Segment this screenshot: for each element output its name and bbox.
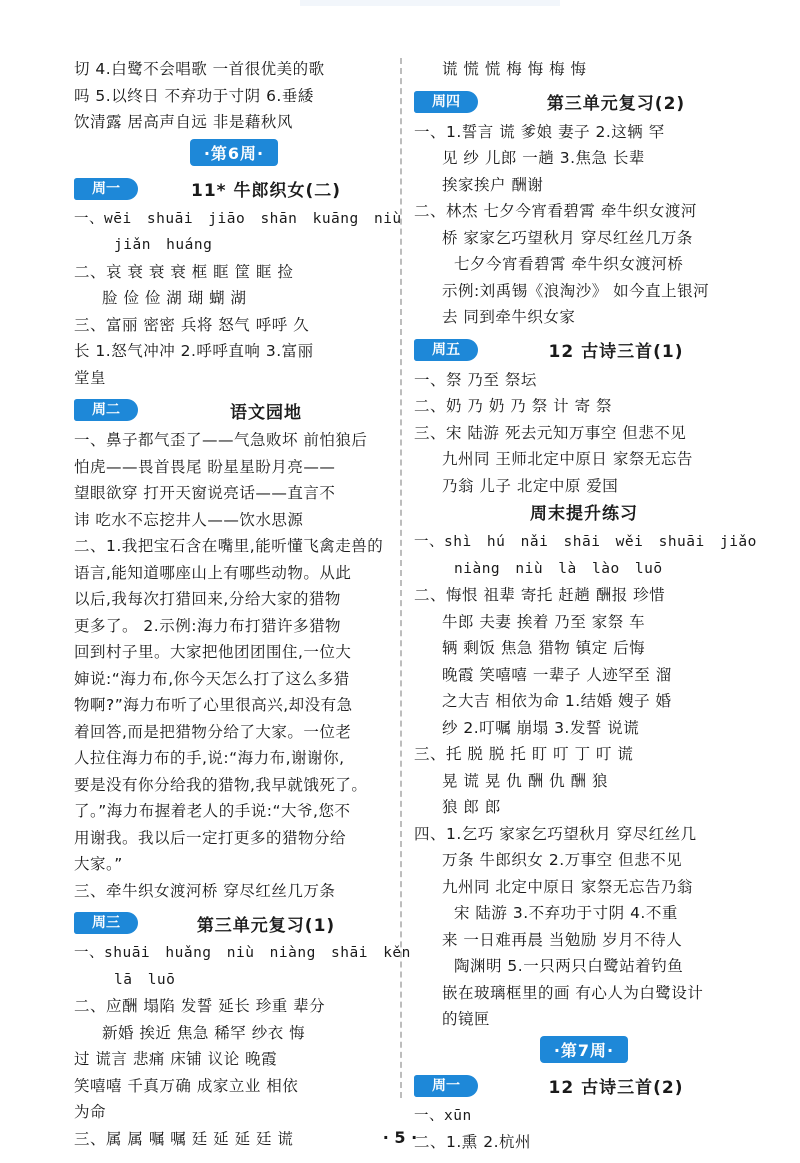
answer-line: 过 谎言 悲痛 床铺 议论 晚霞: [74, 1050, 278, 1068]
answer-line: 乃翁 儿子 北定中原 爱国: [442, 476, 619, 495]
pinyin-line: 一、xūn: [414, 1107, 472, 1124]
answer-line: 九州同 北定中原日 家祭无忘告乃翁: [442, 877, 693, 896]
answer-line: 二、应酬 塌陷 发誓 延长 珍重 辈分: [74, 997, 326, 1015]
section-title: 12 古诗三首(1): [548, 342, 684, 362]
answer-line: 去 同到牵牛织女家: [442, 308, 576, 326]
answer-line: 脸 俭 俭 湖 瑚 蝴 湖: [102, 289, 247, 307]
answer-line: 更多了。 2.示例:海力布打猎许多猎物: [74, 616, 341, 635]
answer-line: 新婚 挨近 焦急 稀罕 纱衣 悔: [102, 1023, 306, 1042]
answer-line: 望眼欲穿 打开天窗说亮话——直言不: [74, 484, 336, 502]
pinyin-line: 一、shuāi huǎng niù niàng shāi kěn: [74, 945, 411, 961]
answer-line: 挨家挨户 酬谢: [442, 175, 544, 194]
section-header-mon7: [414, 1071, 754, 1101]
section-header-thu: [414, 87, 754, 117]
answer-line: 着回答,而是把猎物分给了大家。一位老: [74, 722, 352, 741]
section-header-wed: [74, 908, 394, 938]
answer-line: 九州同 王师北定中原日 家祭无忘告: [442, 450, 693, 468]
answer-line: 讳 吃水不忘挖井人——饮水思源: [74, 510, 304, 529]
answer-line: 辆 剩饭 焦急 猎物 镇定 后悔: [442, 639, 646, 657]
day-tag: 周一: [414, 1075, 478, 1097]
answer-line: 二、哀 衰 衰 衰 框 眶 筐 眶 捡: [74, 262, 294, 281]
pinyin-line: 一、shì hú nǎi shāi wěi shuāi jiǎo: [414, 534, 757, 550]
section-header-fri: [414, 335, 754, 365]
answer-line: 物啊?”海力布听了心里很高兴,却没有急: [74, 696, 353, 714]
page-number: · 5 ·: [382, 1128, 418, 1147]
answer-line: 三、托 脱 脱 托 盯 叮 丁 叮 谎: [414, 745, 634, 763]
answer-line: 要是没有你分给我的猎物,我早就饿死了。: [74, 775, 368, 794]
text-line: 谎 慌 慌 梅 悔 梅 悔: [442, 60, 587, 78]
answer-line: 以后,我每次打猎回来,分给大家的猎物: [74, 590, 341, 608]
week-badge: ·第6周·: [190, 139, 278, 166]
answer-line: 万条 牛郎织女 2.万事空 但悲不见: [442, 851, 683, 869]
answer-line: 回到村子里。大家把他团团围住,一位大: [74, 643, 352, 661]
answer-line: 用谢我。我以后一定打更多的猎物分给: [74, 828, 347, 847]
answer-line: 七夕今宵看碧霄 牵牛织女渡河桥: [454, 255, 684, 273]
section-header-tue: [74, 395, 394, 425]
text-line: 饮清露 居高声自远 非是藉秋风: [74, 113, 293, 131]
section-header-mon: [74, 174, 394, 204]
answer-line: 一、1.誓言 谎 爹娘 妻子 2.这辆 罕: [414, 122, 665, 141]
answer-line: 四、1.乞巧 家家乞巧望秋月 穿尽红丝几: [414, 824, 697, 843]
answer-line: 狼 郎 郎: [442, 798, 501, 816]
answer-line: 三、富丽 密密 兵将 怒气 呼呼 久: [74, 315, 310, 334]
answer-line: 语言,能知道哪座山上有哪些动物。从此: [74, 563, 352, 582]
answer-line: 三、牵牛织女渡河桥 穿尽红丝几万条: [74, 881, 336, 900]
section-title: 语文园地: [230, 402, 302, 423]
answer-line: 婶说:“海力布,你今天怎么打了这么多猎: [74, 669, 350, 688]
day-tag: 周一: [74, 178, 138, 200]
right-column: [414, 56, 757, 1156]
answer-line: 二、1.我把宝石含在嘴里,能听懂飞禽走兽的: [74, 537, 384, 555]
answer-line: 的镜匣: [442, 1010, 491, 1028]
weekend-title: 周末提升练习: [530, 504, 638, 524]
answer-line: 嵌在玻璃框里的画 有心人为白鹭设计: [442, 983, 704, 1002]
day-tag: 周四: [414, 91, 478, 113]
answer-line: 晚霞 笑嘻嘻 一辈子 人迹罕至 溜: [442, 665, 672, 684]
answer-line: 一、祭 乃至 祭坛: [414, 370, 537, 389]
answer-line: 二、1.熏 2.杭州: [414, 1133, 532, 1151]
answer-line: 三、宋 陆游 死去元知万事空 但悲不见: [414, 423, 687, 442]
answer-line: 堂皇: [74, 368, 107, 387]
section-title: 11* 牛郎织女(二): [190, 181, 341, 201]
answer-line: 宋 陆游 3.不弃功于寸阴 4.不重: [454, 904, 678, 922]
week-7-header: [414, 1033, 754, 1067]
pinyin-line: 一、wēi shuāi jiāo shān kuāng niù: [74, 210, 402, 227]
answer-line: 二、奶 乃 奶 乃 祭 计 寄 祭: [414, 397, 612, 415]
answer-line: 三、属 属 嘱 嘱 廷 延 延 廷 谎: [74, 1129, 294, 1148]
day-tag: 周五: [414, 339, 478, 361]
section-title: 第三单元复习(2): [546, 94, 686, 114]
answer-line: 晃 谎 晃 仇 酬 仇 酬 狼: [442, 771, 608, 790]
week-badge: ·第7周·: [540, 1036, 628, 1063]
text-line: 吗 5.以终日 不弃功于寸阴 6.垂緌: [74, 86, 314, 105]
section-title: 12 古诗三首(2): [548, 1078, 684, 1098]
answer-line: 牛郎 夫妻 挨着 乃至 家祭 车: [442, 612, 646, 631]
left-column: [74, 56, 411, 1152]
answer-line: 纱 2.叮嘱 崩塌 3.发誓 说谎: [442, 718, 640, 737]
answer-line: 桥 家家乞巧望秋月 穿尽红丝几万条: [442, 228, 693, 247]
answer-line: 见 纱 儿郎 一趟 3.焦急 长辈: [442, 149, 645, 167]
answer-line: 陶渊明 5.一只两只白鹭站着钓鱼: [454, 957, 684, 975]
answer-line: 笑嘻嘻 千真万确 成家立业 相依: [74, 1076, 299, 1095]
day-tag: 周三: [74, 912, 138, 934]
pinyin-line: niàng niù là lào luō: [454, 560, 663, 577]
answer-line: 为命: [74, 1103, 107, 1121]
answer-line: 了。”海力布握着老人的手说:“大爷,您不: [74, 802, 351, 820]
top-strip: [300, 0, 560, 6]
answer-line: 来 一日难再晨 当勉励 岁月不待人: [442, 930, 683, 949]
text-line: 切 4.白鹭不会唱歌 一首很优美的歌: [74, 60, 325, 78]
week-6-header: [74, 136, 394, 170]
pinyin-line: jiǎn huáng: [114, 237, 213, 253]
day-tag: 周二: [74, 399, 138, 421]
answer-line: 之大吉 相依为命 1.结婚 嫂子 婚: [442, 692, 672, 710]
answer-line: 二、林杰 七夕今宵看碧霄 牵牛织女渡河: [414, 202, 697, 220]
pinyin-line: lā luō: [114, 971, 176, 988]
answer-line: 二、悔恨 祖辈 寄托 赶趟 酬报 珍惜: [414, 586, 666, 604]
answer-line: 大家。”: [74, 855, 123, 873]
answer-line: 示例:刘禹锡《浪淘沙》 如今直上银河: [442, 281, 710, 300]
answer-line: 怕虎——畏首畏尾 盼星星盼月亮——: [74, 457, 336, 476]
answer-line: 长 1.怒气冲冲 2.呼呼直响 3.富丽: [74, 342, 314, 360]
section-title: 第三单元复习(1): [196, 915, 336, 936]
answer-line: 一、鼻子都气歪了——气急败坏 前怕狼后: [74, 431, 368, 449]
answer-line: 人拉住海力布的手,说:“海力布,谢谢你,: [74, 749, 345, 767]
